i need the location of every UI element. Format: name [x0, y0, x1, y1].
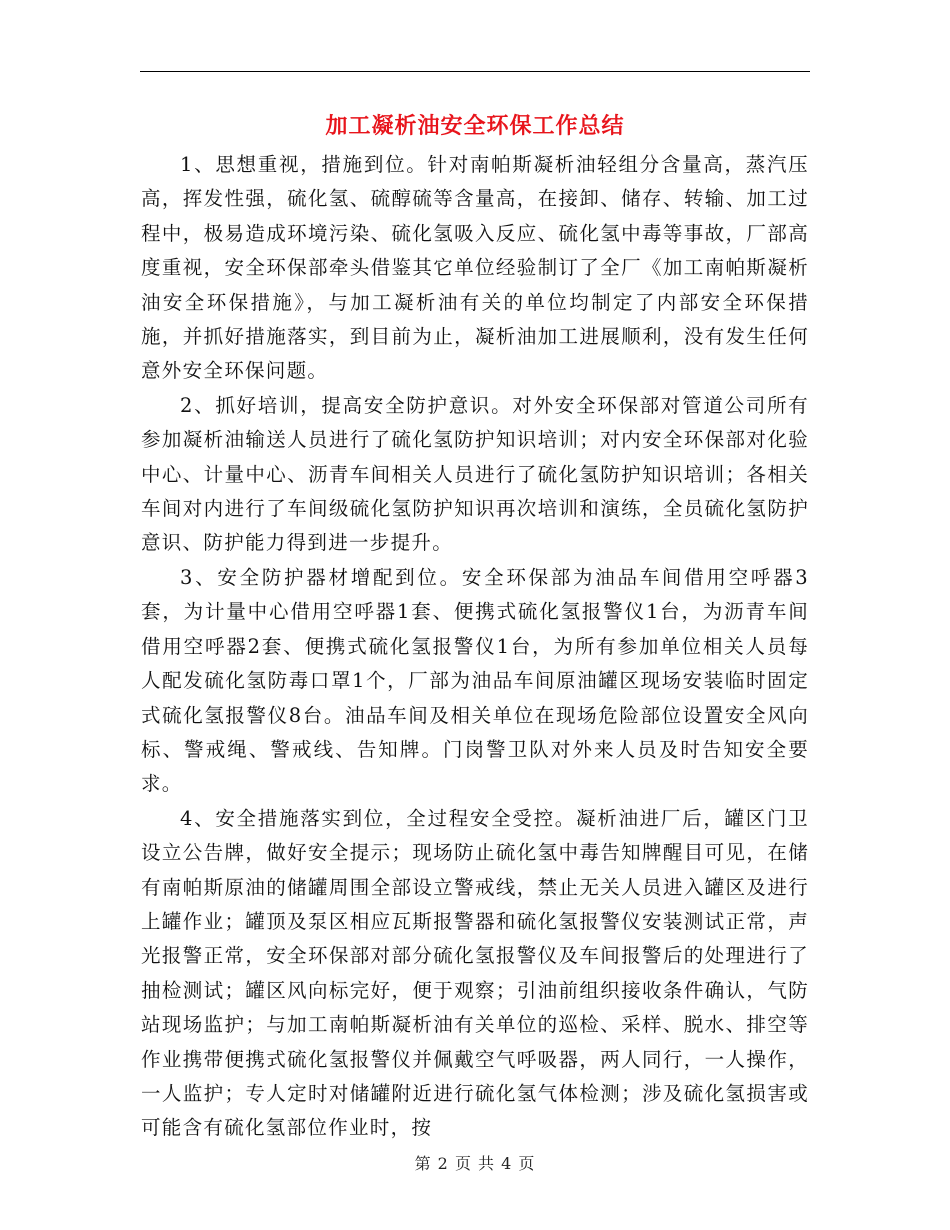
page-footer — [0, 1152, 950, 1176]
page-number: 第 2 页 共 4 页 — [414, 1154, 536, 1173]
document-title: 加工凝析油安全环保工作总结 — [325, 113, 625, 139]
paragraph-2: 2、抓好培训，提高安全防护意识。对外安全环保部对管道公司所有参加凝析油输送人员进行了硫化氢防护知识培训；对内安全环保部对化验中心、计量中心、沥青车间相关人员进行了硫化氢防护知识培训；各相关车间对内进行了车间级硫化氢防护知识再次培训和演练，全员硫化氢防护意识、防护能力得到进一步提升。 — [141, 393, 809, 555]
paragraph-1: 1、思想重视，措施到位。针对南帕斯凝析油轻组分含量高，蒸汽压高，挥发性强，硫化氢、硫醇硫等含量高，在接卸、储存、转输、加工过程中，极易造成环境污染、硫化氢吸入反应、硫化氢中毒等事故，厂部高度重视，安全环保部牵头借鉴其它单位经验制订了全厂《加工南帕斯凝析油安全环保措施》，与加工凝析油有关的单位均制定了内部安全环保措施，并抓好措施落实，到目前为止，凝析油加工进展顺利，没有发生任何意外安全环保问题。 — [141, 153, 809, 383]
header-rule — [140, 71, 810, 72]
paragraph-3: 3、安全防护器材增配到位。安全环保部为油品车间借用空呼器3套，为计量中心借用空呼器1套、便携式硫化氢报警仪1台，为沥青车间借用空呼器2套、便携式硫化氢报警仪1台，为所有参加单位相关人员每人配发硫化氢防毒口罩1个，厂部为油品车间原油罐区现场安装临时固定式硫化氢报警仪8台。油品车间及相关单位在现场危险部位设置安全风向标、警戒绳、警戒线、告知牌。门岗警卫队对外来人员及时告知安全要求。 — [141, 565, 809, 796]
document-body — [141, 148, 809, 1146]
paragraph-4: 4、安全措施落实到位，全过程安全受控。凝析油进厂后，罐区门卫设立公告牌，做好安全提示；现场防止硫化氢中毒告知牌醒目可见，在储有南帕斯原油的储罐周围全部设立警戒线，禁止无关人员进入罐区及进行上罐作业；罐顶及泵区相应瓦斯报警器和硫化氢报警仪安装测试正常，声光报警正常，安全环保部对部分硫化氢报警仪及车间报警后的处理进行了抽检测试；罐区风向标完好，便于观察；引油前组织接收条件确认，气防站现场监护；与加工南帕斯凝析油有关单位的巡检、采样、脱水、排空等作业携带便携式硫化氢报警仪并佩戴空气呼吸器，两人同行，一人操作，一人监护；专人定时对储罐附近进行硫化氢气体检测；涉及硫化氢损害或可能含有硫化氢部位作业时，按 — [141, 806, 809, 1140]
